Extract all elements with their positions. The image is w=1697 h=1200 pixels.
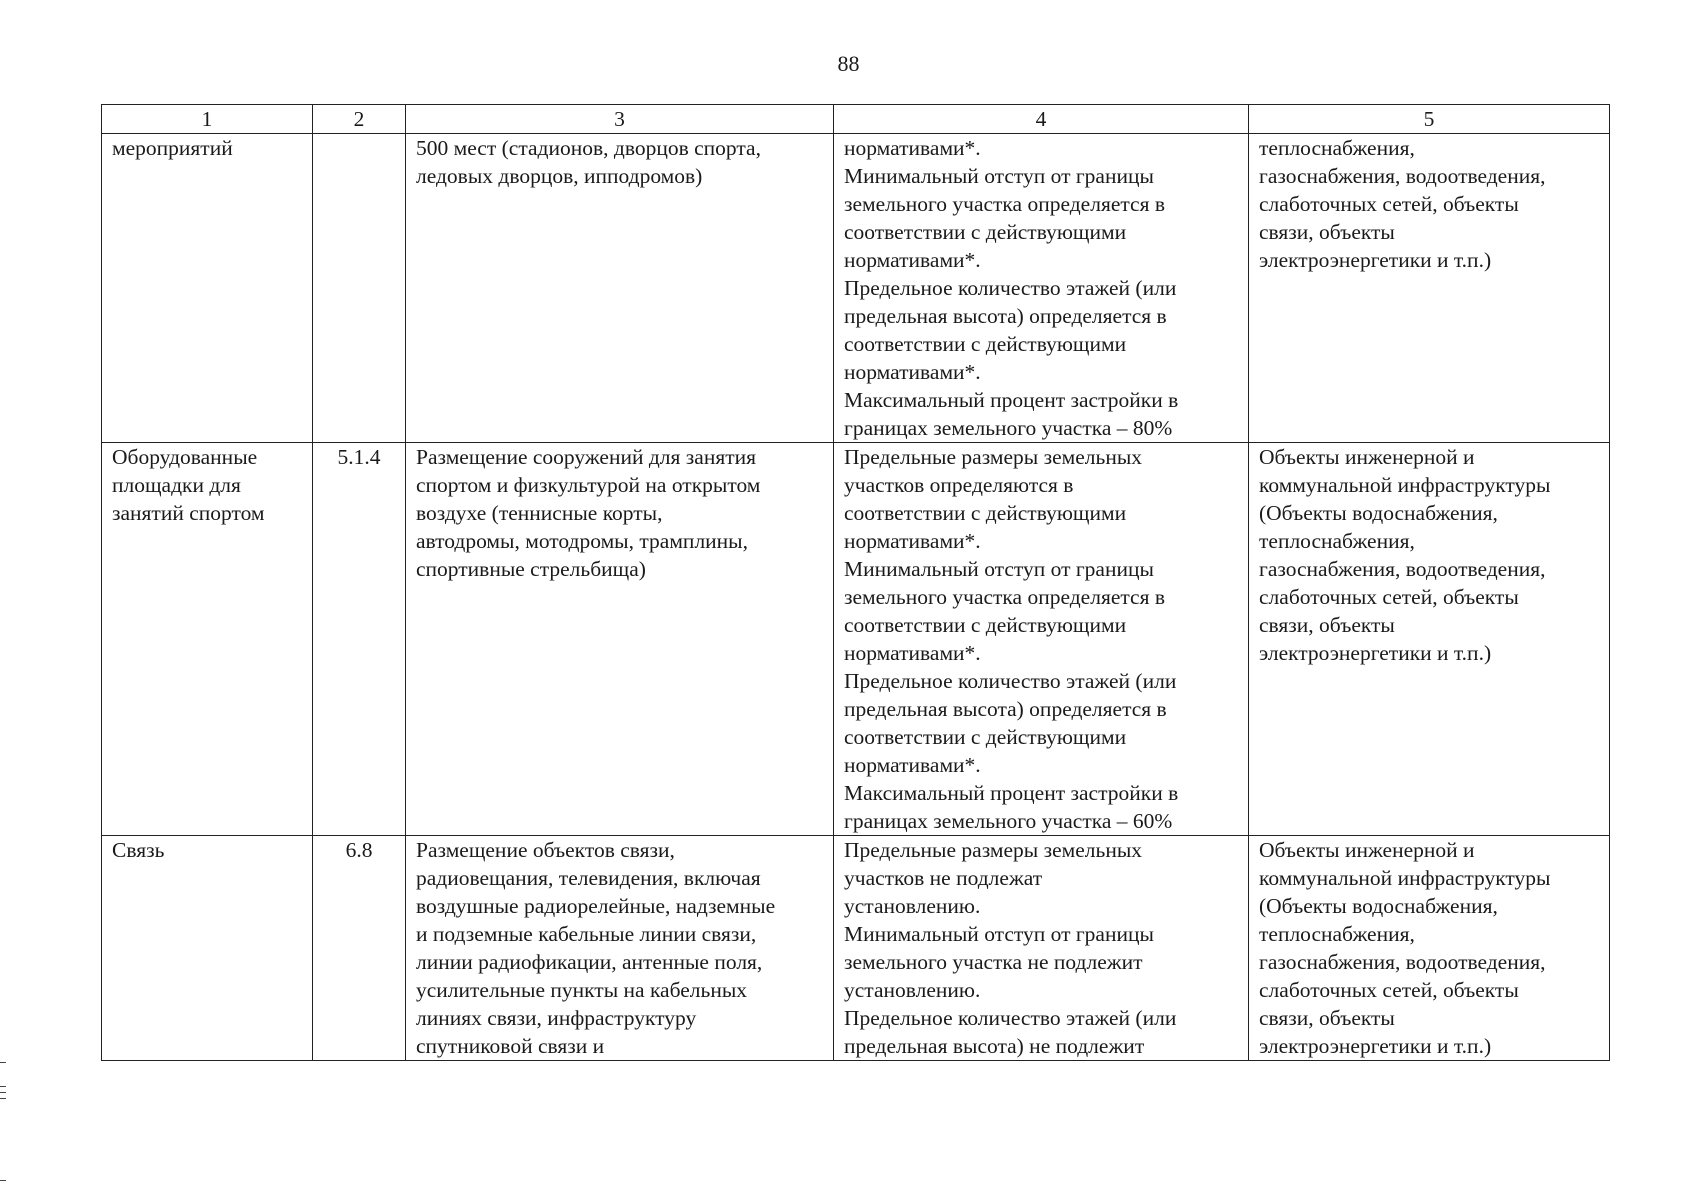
cell-object-name bbox=[102, 134, 313, 443]
cell-line: воздухе (теннисные корты, bbox=[416, 501, 663, 525]
cell-line: Максимальный процент застройки в bbox=[844, 388, 1179, 412]
cell-line: участков не подлежат bbox=[844, 866, 1043, 890]
cell-line: земельного участка не подлежит bbox=[844, 950, 1143, 974]
cell-line: установлению. bbox=[844, 894, 981, 918]
cell-line: газоснабжения, водоотведения, bbox=[1259, 164, 1546, 188]
cell-line: площадки для bbox=[112, 473, 241, 497]
scan-edge-mark bbox=[0, 1098, 6, 1099]
cell-line: соответствии с действующими bbox=[844, 220, 1127, 244]
cell-line: электроэнергетики и т.п.) bbox=[1259, 1034, 1492, 1058]
cell-line: радиовещания, телевидения, включая bbox=[416, 866, 761, 890]
cell-line: Связь bbox=[112, 838, 165, 862]
cell-line: слаботочных сетей, объекты bbox=[1259, 192, 1519, 216]
cell-line: соответствии с действующими bbox=[844, 613, 1127, 637]
cell-line: Минимальный отступ от границы bbox=[844, 922, 1154, 946]
cell-auxiliary bbox=[1249, 836, 1610, 1061]
cell-line: установлению. bbox=[844, 978, 981, 1002]
cell-line: и подземные кабельные линии связи, bbox=[416, 922, 757, 946]
cell-line: спортом и физкультурой на открытом bbox=[416, 473, 761, 497]
cell-code bbox=[313, 134, 406, 443]
scan-edge-mark bbox=[0, 1092, 6, 1093]
cell-line: теплоснабжения, bbox=[1259, 922, 1415, 946]
page-number: 88 bbox=[837, 51, 860, 76]
column-header: 1 bbox=[102, 105, 313, 134]
cell-object-name bbox=[102, 836, 313, 1061]
cell-line: занятий спортом bbox=[112, 501, 265, 525]
cell-line: Объекты инженерной и bbox=[1259, 445, 1475, 469]
cell-line: спортивные стрельбища) bbox=[416, 557, 646, 581]
cell-line: нормативами*. bbox=[844, 248, 981, 272]
cell-line: предельная высота) определяется в bbox=[844, 304, 1167, 328]
cell-line: нормативами*. bbox=[844, 753, 981, 777]
cell-line: предельная высота) определяется в bbox=[844, 697, 1167, 721]
cell-line: газоснабжения, водоотведения, bbox=[1259, 557, 1546, 581]
cell-line: Оборудованные bbox=[112, 445, 258, 469]
cell-parameters bbox=[834, 836, 1249, 1061]
cell-line: нормативами*. bbox=[844, 136, 981, 160]
cell-line: Минимальный отступ от границы bbox=[844, 164, 1154, 188]
table-row bbox=[102, 134, 1610, 443]
column-header: 5 bbox=[1249, 105, 1610, 134]
table-body bbox=[102, 134, 1610, 1061]
cell-description bbox=[406, 443, 834, 836]
cell-line: Размещение объектов связи, bbox=[416, 838, 675, 862]
cell-object-name bbox=[102, 443, 313, 836]
cell-line: воздушные радиорелейные, надземные bbox=[416, 894, 776, 918]
cell-parameters bbox=[834, 443, 1249, 836]
scan-edge-mark bbox=[0, 1086, 6, 1087]
column-header: 2 bbox=[313, 105, 406, 134]
cell-auxiliary bbox=[1249, 134, 1610, 443]
cell-description bbox=[406, 836, 834, 1061]
regulations-table bbox=[101, 104, 1610, 1061]
cell-line: электроэнергетики и т.п.) bbox=[1259, 248, 1492, 272]
cell-line: спутниковой связи и bbox=[416, 1034, 605, 1058]
cell-line: газоснабжения, водоотведения, bbox=[1259, 950, 1546, 974]
cell-line: линиях связи, инфраструктуру bbox=[416, 1006, 697, 1030]
cell-description bbox=[406, 134, 834, 443]
cell-line: слаботочных сетей, объекты bbox=[1259, 978, 1519, 1002]
cell-line: теплоснабжения, bbox=[1259, 529, 1415, 553]
cell-line: соответствии с действующими bbox=[844, 725, 1127, 749]
cell-line: нормативами*. bbox=[844, 529, 981, 553]
cell-line: 500 мест (стадионов, дворцов спорта, bbox=[416, 136, 761, 160]
cell-line: (Объекты водоснабжения, bbox=[1259, 894, 1498, 918]
cell-line: участков определяются в bbox=[844, 473, 1074, 497]
scan-edge-mark bbox=[0, 1062, 6, 1063]
cell-line: связи, объекты bbox=[1259, 220, 1395, 244]
cell-line: теплоснабжения, bbox=[1259, 136, 1415, 160]
cell-line: соответствии с действующими bbox=[844, 332, 1127, 356]
cell-line: Предельные размеры земельных bbox=[844, 838, 1143, 862]
table-row bbox=[102, 836, 1610, 1061]
table-row bbox=[102, 443, 1610, 836]
cell-code: 6.8 bbox=[313, 836, 406, 1061]
cell-line: линии радиофикации, антенные поля, bbox=[416, 950, 763, 974]
cell-line: Предельное количество этажей (или bbox=[844, 669, 1177, 693]
cell-line: Объекты инженерной и bbox=[1259, 838, 1475, 862]
cell-line: автодромы, мотодромы, трамплины, bbox=[416, 529, 749, 553]
cell-line: ледовых дворцов, ипподромов) bbox=[416, 164, 703, 188]
cell-line: земельного участка определяется в bbox=[844, 585, 1165, 609]
cell-line: соответствии с действующими bbox=[844, 501, 1127, 525]
cell-line: слаботочных сетей, объекты bbox=[1259, 585, 1519, 609]
cell-auxiliary bbox=[1249, 443, 1610, 836]
cell-line: связи, объекты bbox=[1259, 613, 1395, 637]
scan-edge-mark bbox=[0, 1180, 6, 1181]
cell-line: границах земельного участка – 60% bbox=[844, 809, 1173, 833]
table-header-row bbox=[102, 105, 1610, 134]
cell-line: границах земельного участка – 80% bbox=[844, 416, 1173, 440]
cell-line: Предельные размеры земельных bbox=[844, 445, 1143, 469]
column-header: 3 bbox=[406, 105, 834, 134]
cell-line: электроэнергетики и т.п.) bbox=[1259, 641, 1492, 665]
cell-line: Максимальный процент застройки в bbox=[844, 781, 1179, 805]
cell-line: Предельное количество этажей (или bbox=[844, 1006, 1177, 1030]
cell-line: предельная высота) не подлежит bbox=[844, 1034, 1145, 1058]
cell-line: усилительные пункты на кабельных bbox=[416, 978, 748, 1002]
cell-line: Минимальный отступ от границы bbox=[844, 557, 1154, 581]
cell-line: Предельное количество этажей (или bbox=[844, 276, 1177, 300]
cell-code: 5.1.4 bbox=[313, 443, 406, 836]
cell-line: мероприятий bbox=[112, 136, 233, 160]
cell-line: земельного участка определяется в bbox=[844, 192, 1165, 216]
cell-line: коммунальной инфраструктуры bbox=[1259, 473, 1551, 497]
cell-line: связи, объекты bbox=[1259, 1006, 1395, 1030]
cell-line: нормативами*. bbox=[844, 360, 981, 384]
cell-line: нормативами*. bbox=[844, 641, 981, 665]
cell-line: (Объекты водоснабжения, bbox=[1259, 501, 1498, 525]
cell-parameters bbox=[834, 134, 1249, 443]
column-header: 4 bbox=[834, 105, 1249, 134]
cell-line: Размещение сооружений для занятия bbox=[416, 445, 757, 469]
cell-line: коммунальной инфраструктуры bbox=[1259, 866, 1551, 890]
